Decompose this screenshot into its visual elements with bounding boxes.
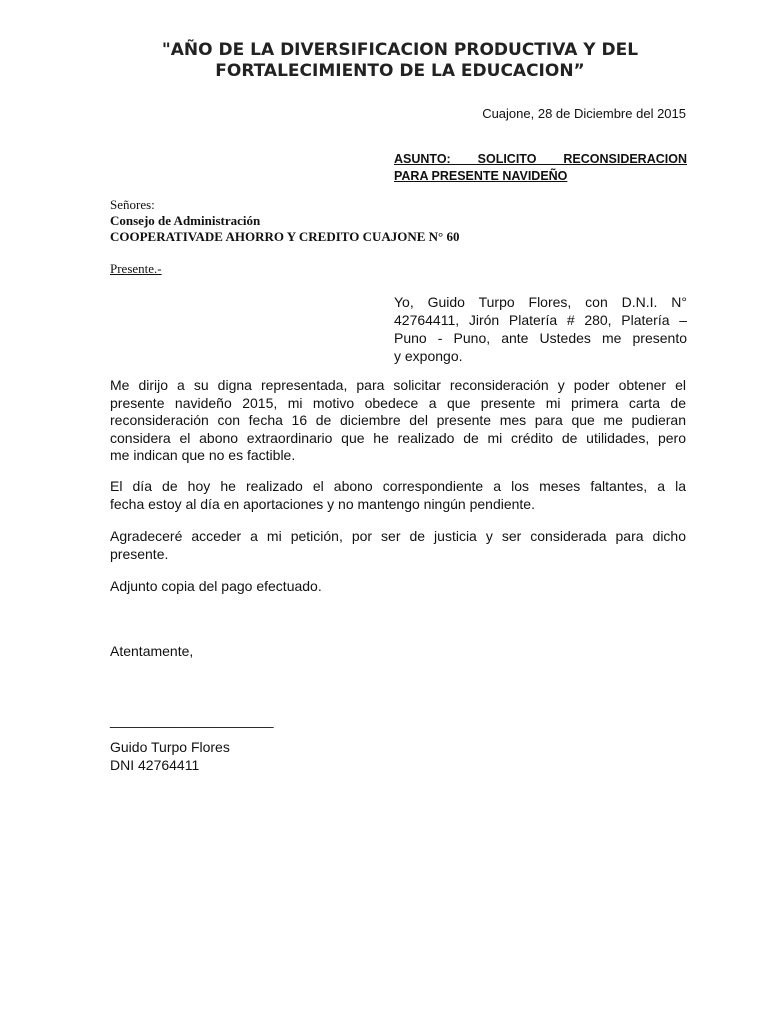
body-paragraph-4 bbox=[110, 578, 686, 596]
body-paragraph-1 bbox=[110, 377, 686, 465]
title-line-1: "AÑO DE LA DIVERSIFICACION PRODUCTIVA Y DEL bbox=[161, 40, 639, 60]
signature-line: _____________________ bbox=[110, 712, 274, 728]
paragraph-line: considera el abono extraordinario que he realizado de mi crédito de utilidades, pero bbox=[110, 429, 686, 446]
intro-line: Yo, Guido Turpo Flores, con D.N.I. N° bbox=[394, 294, 687, 310]
paragraph-line: me indican que no es factible. bbox=[110, 447, 296, 463]
subject-line-1: ASUNTO: SOLICITO RECONSIDERACION bbox=[394, 152, 687, 166]
intro-line: y expongo. bbox=[394, 348, 463, 364]
presente-label: Presente.- bbox=[110, 261, 162, 276]
paragraph-line: Adjunto copia del pago efectuado. bbox=[110, 578, 322, 594]
paragraph-line: fecha estoy al día en aportaciones y no mantengo ningún pendiente. bbox=[110, 495, 535, 512]
recipient-organization: Consejo de Administración bbox=[110, 213, 261, 228]
title-line-2: FORTALECIMIENTO DE LA EDUCACION” bbox=[215, 61, 585, 81]
intro-line: Puno - Puno, ante Ustedes me presento bbox=[394, 330, 687, 346]
intro-line: 42764411, Jirón Platería # 280, Platería – bbox=[394, 312, 687, 328]
paragraph-line: reconsideración con fecha 16 de diciembre del presente mes para que me pudieran bbox=[110, 412, 686, 428]
subject-block bbox=[394, 151, 687, 185]
salutation: Señores: bbox=[110, 197, 155, 212]
paragraph-line: El día de hoy he realizado el abono correspondiente a los meses faltantes, a la bbox=[110, 478, 686, 494]
paragraph-line: Me dirijo a su digna representada, para solicitar reconsideración y poder obtener el bbox=[110, 377, 686, 393]
body-paragraph-2 bbox=[110, 478, 686, 513]
paragraph-line: Agradeceré acceder a mi petición, por ser de justicia y ser considerada para dicho bbox=[110, 528, 686, 544]
paragraph-line: presente navideño 2015, mi motivo obedece a que presente mi primera carta de bbox=[110, 394, 686, 411]
intro-paragraph bbox=[394, 293, 687, 365]
date-line: Cuajone, 28 de Diciembre del 2015 bbox=[482, 106, 686, 121]
paragraph-line: presente. bbox=[110, 545, 169, 562]
signer-dni: DNI 42764411 bbox=[110, 757, 200, 773]
body-paragraph-3 bbox=[110, 528, 686, 563]
subject-line-2: PARA PRESENTE NAVIDEÑO bbox=[394, 169, 568, 183]
recipient-cooperative: COOPERATIVADE AHORRO Y CREDITO CUAJONE N° 60 bbox=[110, 229, 460, 244]
document-title bbox=[100, 40, 700, 82]
signer-name: Guido Turpo Flores bbox=[110, 739, 230, 755]
valediction: Atentamente, bbox=[110, 643, 194, 659]
